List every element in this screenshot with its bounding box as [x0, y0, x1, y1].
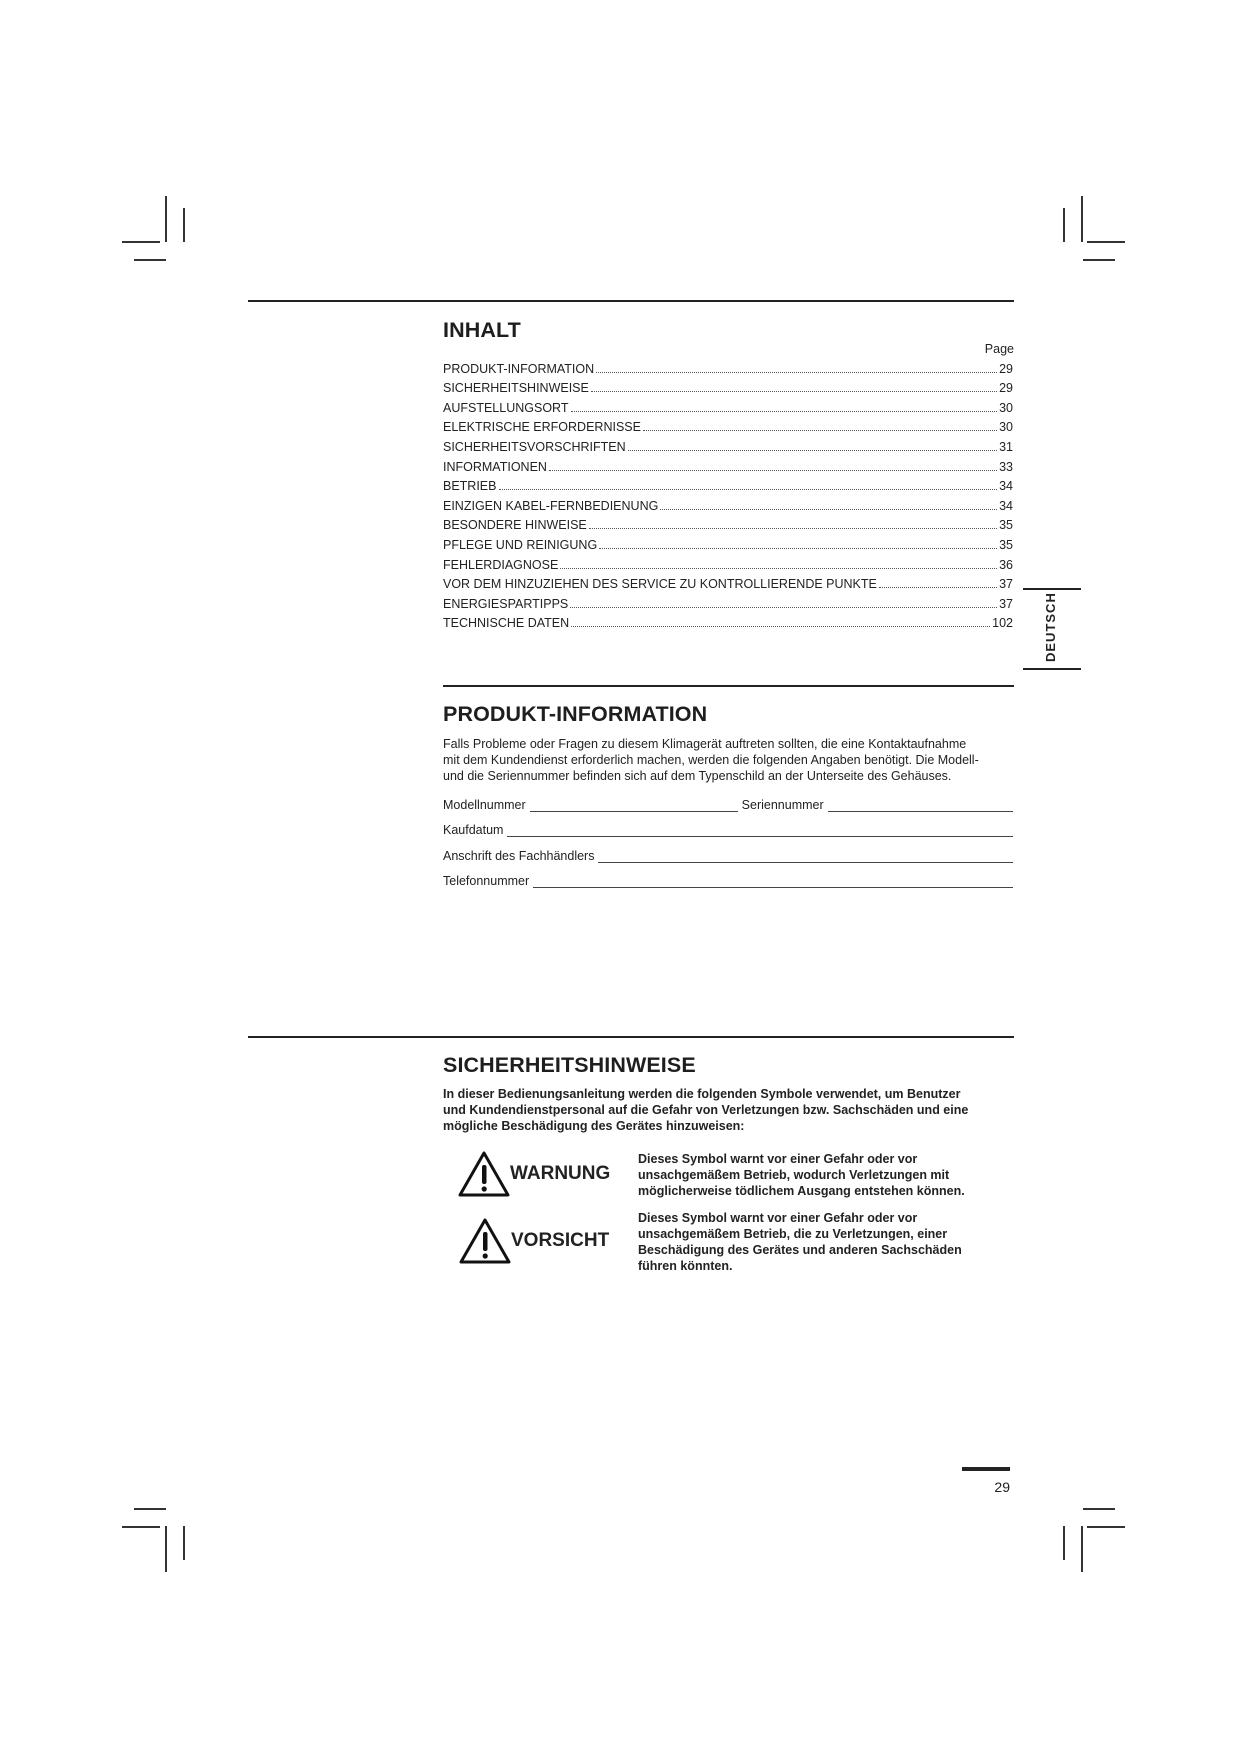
model-number-label: Modellnummer	[443, 798, 526, 812]
product-info-title: PRODUKT-INFORMATION	[443, 702, 708, 726]
toc-entry-page: 35	[999, 537, 1013, 552]
toc-leader-dots	[570, 606, 997, 608]
toc-leader-dots	[643, 429, 997, 431]
toc-entry-page: 34	[999, 479, 1013, 494]
safety-title: SICHERHEITSHINWEISE	[443, 1053, 696, 1077]
toc-entry-page: 102	[992, 616, 1013, 631]
warning-triangle-icon	[457, 1150, 511, 1198]
product-info-intro	[443, 736, 1018, 784]
caution-description	[638, 1210, 1018, 1274]
toc-leader-dots	[591, 390, 997, 392]
model-number-field[interactable]	[530, 799, 738, 812]
toc-leader-dots	[596, 371, 997, 373]
warning-triangle-icon	[458, 1217, 512, 1265]
toc-leader-dots	[560, 567, 997, 569]
intro-line: mögliche Beschädigung des Gerätes hinzuweisen:	[443, 1119, 745, 1133]
toc-entry-label: SICHERHEITSHINWEISE	[443, 381, 589, 396]
toc-entry-page: 30	[999, 400, 1013, 415]
toc-leader-dots	[599, 547, 997, 549]
caution-row	[455, 1208, 1015, 1283]
toc-entry[interactable]	[443, 415, 1013, 435]
toc-entry[interactable]	[443, 611, 1013, 631]
toc-entry[interactable]	[443, 434, 1013, 454]
toc-entry-label: VOR DEM HINZUZIEHEN DES SERVICE ZU KONTROLLIERENDE PUNKTE	[443, 577, 877, 592]
model-serial-row	[443, 796, 1013, 812]
toc-entry-page: 34	[999, 498, 1013, 513]
serial-number-label: Seriennummer	[741, 798, 824, 812]
toc-leader-dots	[549, 469, 997, 471]
toc-entry-label: FEHLERDIAGNOSE	[443, 557, 559, 572]
side-tab-top-line	[1023, 588, 1081, 590]
desc-line: führen könnten.	[638, 1259, 733, 1273]
toc-leader-dots	[589, 527, 997, 529]
toc-leader-dots	[571, 625, 990, 627]
toc-entry[interactable]	[443, 513, 1013, 533]
side-tab-label: DEUTSCH	[1043, 592, 1058, 662]
toc-leader-dots	[499, 488, 998, 490]
toc-list	[443, 356, 1013, 630]
intro-line: In dieser Bedienungsanleitung werden die folgenden Symbole verwendet, um Benutzer	[443, 1087, 961, 1101]
toc-entry-page: 37	[999, 596, 1013, 611]
dealer-address-row	[443, 847, 1013, 863]
dealer-address-label: Anschrift des Fachhändlers	[443, 849, 595, 863]
desc-line: Beschädigung des Gerätes und anderen Sachschäden	[638, 1243, 962, 1257]
intro-line: Falls Probleme oder Fragen zu diesem Klimagerät auftreten sollten, die eine Kontaktaufnahme	[443, 737, 967, 751]
phone-label: Telefonnummer	[443, 874, 530, 888]
toc-entry[interactable]	[443, 532, 1013, 552]
toc-entry-label: ELEKTRISCHE ERFORDERNISSE	[443, 420, 641, 435]
product-info-rule	[443, 685, 1014, 687]
page-number: 29	[994, 1479, 1010, 1495]
purchase-date-field[interactable]	[507, 824, 1013, 837]
intro-line: und Kundendienstpersonal auf die Gefahr von Verletzungen bzw. Sachschäden und eine	[443, 1103, 969, 1117]
toc-entry[interactable]	[443, 572, 1013, 592]
language-side-tab	[1023, 588, 1081, 670]
desc-line: Dieses Symbol warnt vor einer Gefahr oder vor	[638, 1211, 918, 1225]
desc-line: möglicherweise tödlichem Ausgang entstehen können.	[638, 1184, 965, 1198]
safety-intro	[443, 1086, 1018, 1134]
toc-leader-dots	[628, 449, 997, 451]
toc-entry[interactable]	[443, 454, 1013, 474]
toc-entry-label: INFORMATIONEN	[443, 459, 547, 474]
warning-description	[638, 1151, 1018, 1199]
toc-title: INHALT	[443, 318, 521, 342]
purchase-date-row	[443, 821, 1013, 837]
toc-entry-page: 37	[999, 577, 1013, 592]
toc-entry[interactable]	[443, 591, 1013, 611]
toc-entry-label: TECHNISCHE DATEN	[443, 616, 570, 631]
toc-entry-label: BESONDERE HINWEISE	[443, 518, 587, 533]
toc-entry[interactable]	[443, 395, 1013, 415]
toc-entry-page: 36	[999, 557, 1013, 572]
toc-entry-label: BETRIEB	[443, 479, 497, 494]
toc-entry-label: EINZIGEN KABEL-FERNBEDIENUNG	[443, 498, 659, 513]
purchase-date-label: Kaufdatum	[443, 823, 504, 837]
toc-top-rule	[248, 300, 1014, 302]
safety-rule	[248, 1036, 1014, 1038]
toc-entry[interactable]	[443, 474, 1013, 494]
toc-entry[interactable]	[443, 356, 1013, 376]
toc-entry[interactable]	[443, 493, 1013, 513]
toc-entry[interactable]	[443, 552, 1013, 572]
toc-entry-label: PRODUKT-INFORMATION	[443, 361, 595, 376]
intro-line: mit dem Kundendienst erforderlich machen, werden die folgenden Angaben benötigt. Die Modell-	[443, 753, 979, 767]
desc-line: unsachgemäßem Betrieb, wodurch Verletzungen mit	[638, 1168, 950, 1182]
phone-row	[443, 872, 1013, 888]
toc-entry-label: ENERGIESPARTIPPS	[443, 596, 569, 611]
intro-line: und die Seriennummer befinden sich auf dem Typenschild an der Unterseite des Gehäuses.	[443, 769, 952, 783]
phone-field[interactable]	[533, 875, 1013, 888]
serial-number-field[interactable]	[828, 799, 1013, 812]
toc-page-label: Page	[984, 342, 1014, 356]
warning-row	[455, 1148, 1015, 1203]
toc-leader-dots	[571, 410, 998, 412]
side-tab-bottom-line	[1023, 668, 1081, 670]
toc-entry-page: 29	[999, 381, 1013, 396]
toc-entry-label: AUFSTELLUNGSORT	[443, 400, 569, 415]
toc-entry-page: 35	[999, 518, 1013, 533]
desc-line: unsachgemäßem Betrieb, die zu Verletzungen, einer	[638, 1227, 948, 1241]
toc-entry[interactable]	[443, 376, 1013, 396]
toc-entry-page: 33	[999, 459, 1013, 474]
toc-entry-label: PFLEGE UND REINIGUNG	[443, 537, 598, 552]
toc-leader-dots	[879, 586, 997, 588]
toc-leader-dots	[660, 508, 997, 510]
caution-label: VORSICHT	[511, 1230, 610, 1251]
dealer-address-field[interactable]	[598, 850, 1013, 863]
toc-entry-page: 30	[999, 420, 1013, 435]
toc-entry-page: 31	[999, 439, 1013, 454]
toc-entry-page: 29	[999, 361, 1013, 376]
page-number-bar	[962, 1467, 1010, 1471]
warning-label: WARNUNG	[510, 1163, 611, 1184]
toc-entry-label: SICHERHEITSVORSCHRIFTEN	[443, 439, 626, 454]
desc-line: Dieses Symbol warnt vor einer Gefahr oder vor	[638, 1152, 918, 1166]
